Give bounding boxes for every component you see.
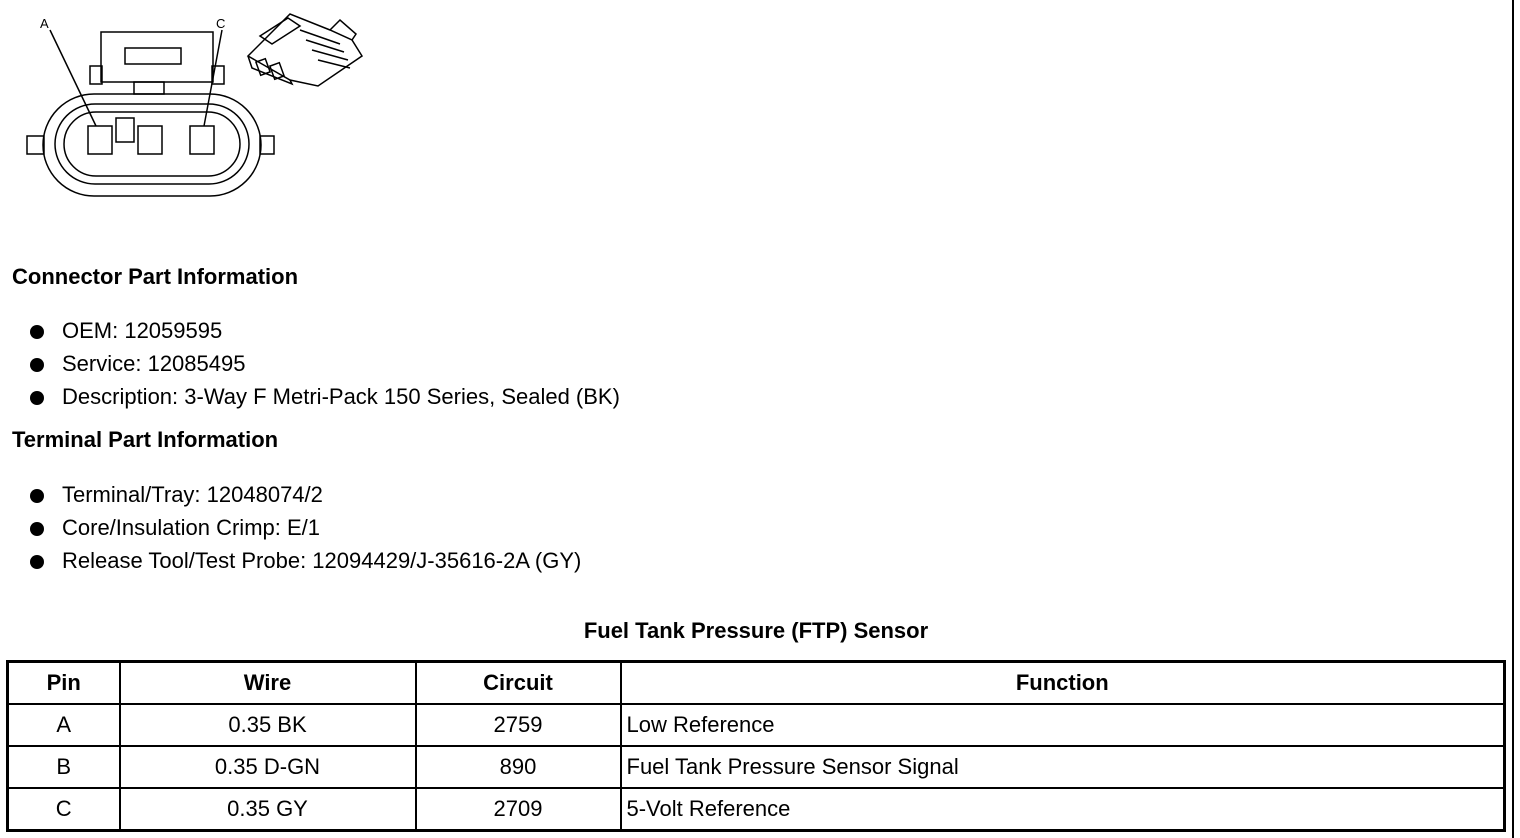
cell-wire: 0.35 D-GN xyxy=(120,746,416,788)
cell-wire: 0.35 BK xyxy=(120,704,416,746)
bullet-icon xyxy=(30,555,44,569)
cell-wire: 0.35 GY xyxy=(120,788,416,831)
cell-circuit: 890 xyxy=(416,746,621,788)
list-item: Terminal/Tray: 12048074/2 xyxy=(28,482,581,515)
bullet-icon xyxy=(30,358,44,372)
cavity-c xyxy=(190,126,214,154)
connector-latch xyxy=(101,32,213,82)
column-header-function: Function xyxy=(621,662,1505,705)
cell-pin: C xyxy=(8,788,120,831)
column-header-wire: Wire xyxy=(120,662,416,705)
page-border-line xyxy=(1512,0,1514,838)
list-item: Description: 3-Way F Metri-Pack 150 Series, Sealed (BK) xyxy=(28,384,620,417)
connector-latch-window xyxy=(125,48,181,64)
list-item: Release Tool/Test Probe: 12094429/J-35616-2A (GY) xyxy=(28,548,581,581)
table-title: Fuel Tank Pressure (FTP) Sensor xyxy=(583,618,929,643)
connector-part-heading: Connector Part Information xyxy=(12,264,299,289)
column-header-pin: Pin xyxy=(8,662,120,705)
table-row xyxy=(8,746,1505,788)
table-row xyxy=(8,788,1505,831)
connector-diagram xyxy=(0,0,420,230)
cell-function: Fuel Tank Pressure Sensor Signal xyxy=(621,746,1505,788)
list-item: Service: 12085495 xyxy=(28,351,620,384)
table-header-row xyxy=(8,662,1505,705)
cell-pin: A xyxy=(8,704,120,746)
bullet-icon xyxy=(30,489,44,503)
cell-pin: B xyxy=(8,746,120,788)
terminal-part-heading: Terminal Part Information xyxy=(12,427,279,452)
cell-circuit: 2759 xyxy=(416,704,621,746)
cell-function: Low Reference xyxy=(621,704,1505,746)
bullet-icon xyxy=(30,391,44,405)
cavity-a xyxy=(88,126,112,154)
table-row xyxy=(8,704,1505,746)
list-item: OEM: 12059595 xyxy=(28,318,620,351)
connector-part-list xyxy=(28,318,620,417)
cell-function: 5-Volt Reference xyxy=(621,788,1505,831)
connector-isometric-icon xyxy=(248,14,362,86)
terminal-part-list xyxy=(28,482,581,581)
pin-table xyxy=(6,660,1506,832)
connector-body-inner xyxy=(55,104,249,184)
bullet-icon xyxy=(30,522,44,536)
bullet-icon xyxy=(30,325,44,339)
cavity-key xyxy=(116,118,134,142)
column-header-circuit: Circuit xyxy=(416,662,621,705)
pin-label-c: C xyxy=(216,16,226,31)
pin-label-a: A xyxy=(40,16,49,31)
list-item: Core/Insulation Crimp: E/1 xyxy=(28,515,581,548)
cavity-b xyxy=(138,126,162,154)
cell-circuit: 2709 xyxy=(416,788,621,831)
